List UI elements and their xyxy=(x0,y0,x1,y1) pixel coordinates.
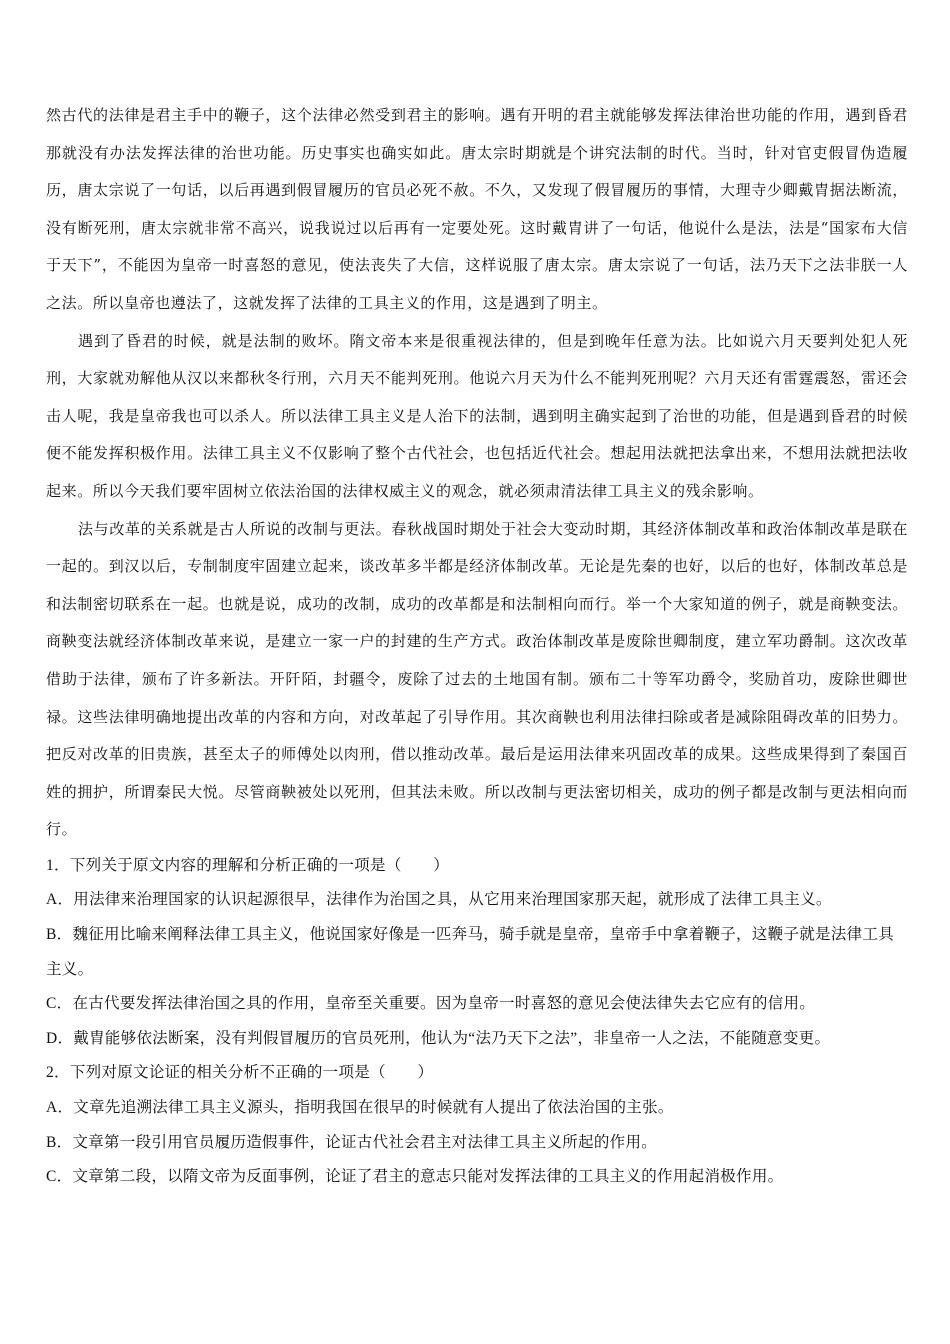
question-2-option-b: B．文章第一段引用官员履历造假事件，论证古代社会君主对法律工具主义所起的作用。 xyxy=(46,1133,658,1151)
question-2-option-a: A．文章先追溯法律工具主义源头，指明我国在很早的时候就有人提出了依法治国的主张。 xyxy=(46,1099,674,1117)
question-1-option-c: C．在古代要发挥法律治国之具的作用，皇帝至关重要。因为皇帝一时喜怒的意见会使法律失去它应有的信用。 xyxy=(46,995,816,1013)
question-1-option-b: B．魏征用比喻来阐释法律工具主义，他说国家好像是一匹奔马，骑手就是皇帝，皇帝手中拿着鞭子，这鞭子就是法律工具主义。 xyxy=(46,926,895,978)
passage-paragraph-2: 遇到了昏君的时候，就是法制的败坏。隋文帝本来是很重视法律的，但是到晚年任意为法。比如说六月天要判处犯人死刑，大家就劝解他从汉以来都秋冬行刑，六月天不能判死刑。他说六月天为什么不能判死刑呢？六月天还有雷霆震怒，雷还会击人呢，我是皇帝我也可以杀人。所以法律工具主义是人治下的法制，遇到明主确实起到了治世的功能，但是遇到昏君的时候便不能发挥积极作用。法律工具主义不仅影响了整个古代社会，也包括近代社会。想起用法就把法拿出来，不想用法就把法收起来。所以今天我们要牢固树立依法治国的法律权威主义的观念，就必须肃清法律工具主义的残余影响。 xyxy=(46,331,908,500)
document-body xyxy=(46,97,908,1195)
question-1 xyxy=(46,849,908,1057)
question-2-stem: 2．下列对原文论证的相关分析不正确的一项是（ ） xyxy=(46,1064,434,1082)
question-2 xyxy=(46,1056,908,1194)
question-1-option-a: A．用法律来治理国家的认识起源很早，法律作为治国之具，从它用来治理国家那天起，就形成了法律工具主义。 xyxy=(46,891,832,909)
passage-paragraph-1: 然古代的法律是君主手中的鞭子，这个法律必然受到君主的影响。遇有开明的君主就能够发挥法律治世功能的作用，遇到昏君那就没有办法发挥法律的治世功能。历史事实也确实如此。唐太宗时期就是个讲究法制的时代。当时，针对官吏假冒伪造履历，唐太宗说了一句话，以后再遇到假冒履历的官员必死不赦。不久，又发现了假冒履历的事情，大理寺少卿戴胄据法断流，没有断死刑，唐太宗就非常不高兴，说我说过以后再有一定要处死。这时戴胄讲了一句话，他说什么是法，法是“国家布大信于天下”，不能因为皇帝一时喜怒的意见，使法丧失了大信，这样说服了唐太宗。唐太宗说了一句话，法乃天下之法非朕一人之法。所以皇帝也遵法了，这就发挥了法律的工具主义的作用，这是遇到了明主。 xyxy=(46,106,908,312)
question-2-option-c: C．文章第二段，以隋文帝为反面事例，论证了君主的意志只能对发挥法律的工具主义的作用起消极作用。 xyxy=(46,1168,784,1186)
passage-paragraph-3: 法与改革的关系就是古人所说的改制与更法。春秋战国时期处于社会大变动时期，其经济体制改革和政治体制改革是联在一起的。到汉以后，专制制度牢固建立起来，谈改革多半都是经济体制改革。无论是先秦的也好，以后的也好，体制改革总是和法制密切联系在一起。也就是说，成功的改制，成功的改革都是和法制相向而行。举一个大家知道的例子，就是商鞅变法。商鞅变法就经济体制改革来说，是建立一家一户的封建的生产方式。政治体制改革是废除世卿制度，建立军功爵制。这次改革借助于法律，颁布了许多新法。开阡陌，封疆令，废除了过去的土地国有制。颁布二十等军功爵令，奖励首功，废除世卿世禄。这些法律明确地提出改革的内容和方向，对改革起了引导作用。其次商鞅也利用法律扫除或者是减除阻碍改革的旧势力。把反对改革的旧贵族，甚至太子的师傅处以肉刑，借以推动改革。最后是运用法律来巩固改革的成果。这些成果得到了秦国百姓的拥护，所谓秦民大悦。尽管商鞅被处以死刑，但其法未败。所以改制与更法密切相关，成功的例子都是改制与更法相向而行。 xyxy=(46,519,908,839)
question-1-option-d: D．戴胄能够依法断案，没有判假冒履历的官员死刑，他认为“法乃天下之法”，非皇帝一人之法，不能随意变更。 xyxy=(46,1029,831,1047)
question-1-stem: 1．下列关于原文内容的理解和分析正确的一项是（ ） xyxy=(46,856,450,874)
